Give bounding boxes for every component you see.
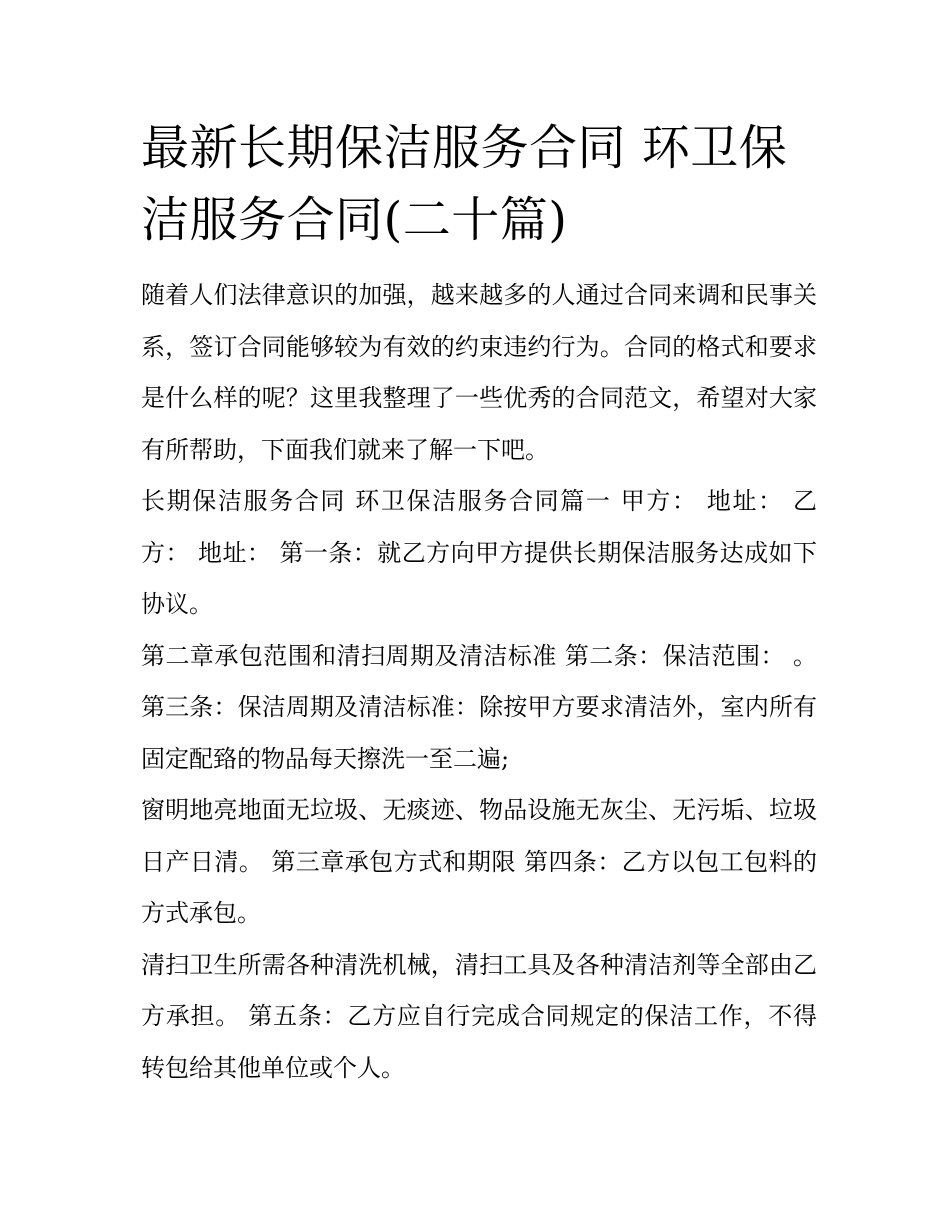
document-body	[141, 270, 817, 1094]
paragraph-cleanliness-terms: 窗明地亮地面无垃圾、无痰迹、物品设施无灰尘、无污垢、垃圾日产日清。 第三章承包方式和期限 第四条：乙方以包工包料的方式承包。	[141, 796, 817, 927]
paragraph-equipment-terms: 清扫卫生所需各种清洗机械，清扫工具及各种清洁剂等全部由乙方承担。 第五条：乙方应自行完成合同规定的保洁工作，不得转包给其他单位或个人。	[141, 950, 817, 1082]
paragraph-contract-parties: 长期保洁服务合同 环卫保洁服务合同篇一 甲方： 地址： 乙方： 地址： 第一条：就乙方向甲方提供长期保洁服务达成如下协议。	[141, 487, 817, 618]
document-page	[141, 112, 817, 1094]
paragraph-intro: 随着人们法律意识的加强，越来越多的人通过合同来调和民事关系，签订合同能够较为有效的约束违约行为。合同的格式和要求是什么样的呢？这里我整理了一些优秀的合同范文，希望对大家有所帮助，下面我们就来了解一下吧。	[141, 281, 817, 464]
document-title: 最新长期保洁服务合同 环卫保洁服务合同(二十篇)	[141, 120, 788, 248]
paragraph-scope-standards: 第二章承包范围和清扫周期及清洁标准 第二条：保洁范围： 。 第三条：保洁周期及清洁标准：除按甲方要求清洁外，室内所有固定配臵的物品每天擦洗一至二遍;	[141, 641, 817, 773]
